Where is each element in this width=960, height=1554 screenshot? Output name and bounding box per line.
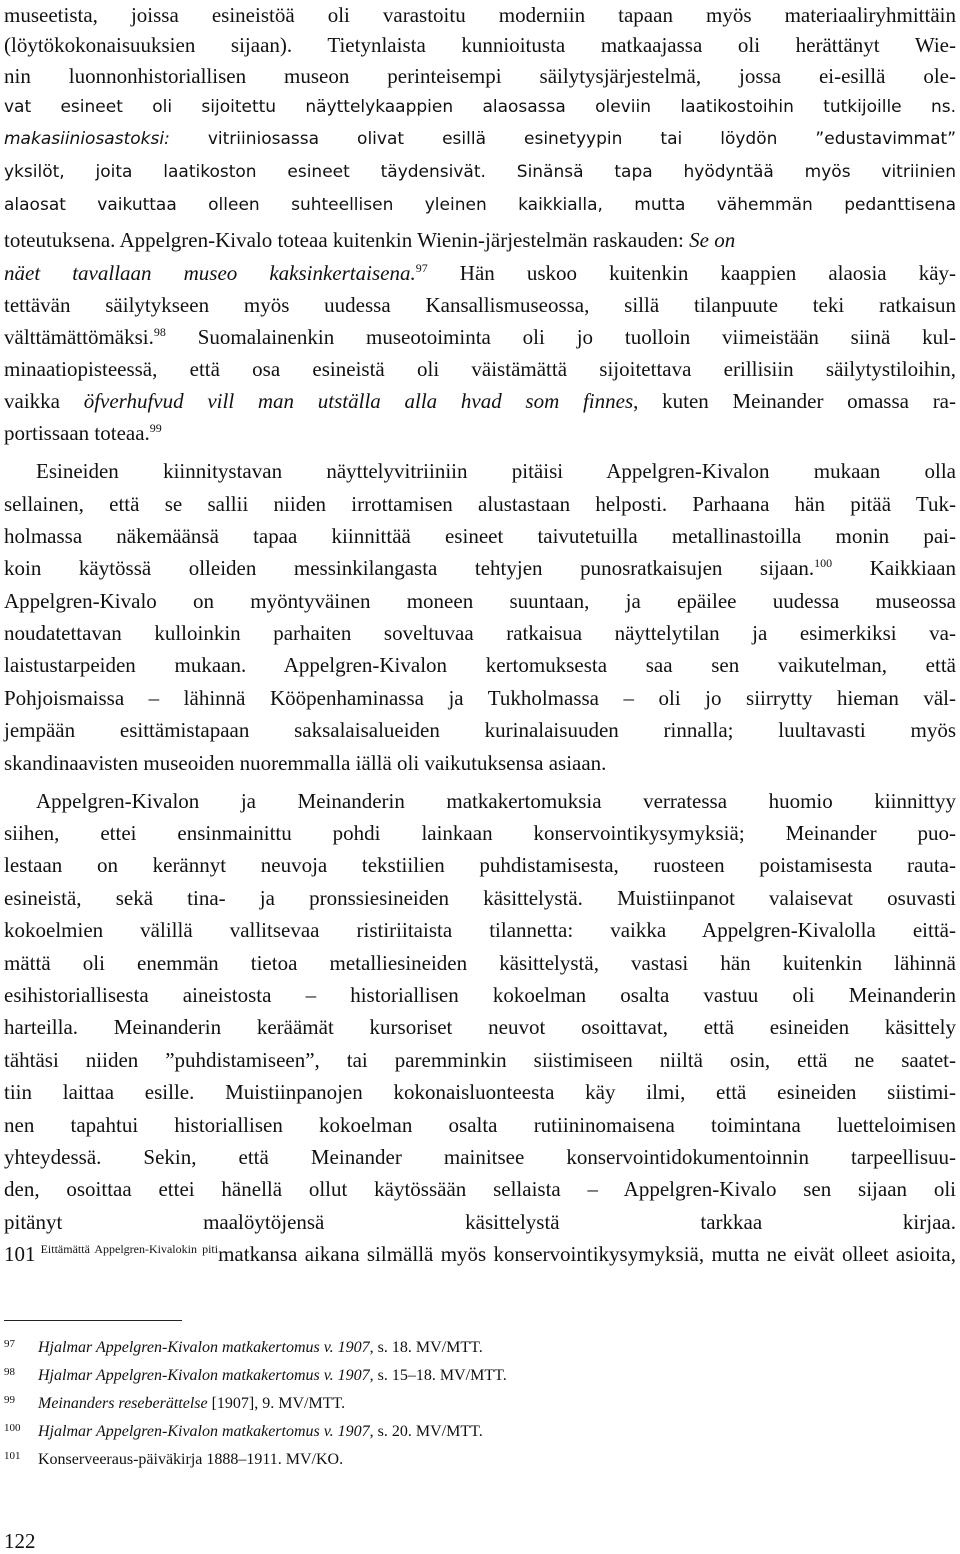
text-line [4, 157, 956, 187]
footnote-text: , s. 20. MV/MTT. [369, 1423, 483, 1440]
text-line [4, 1174, 956, 1204]
text-line [4, 1239, 956, 1269]
footnote-number: 101 [4, 1450, 21, 1462]
text-run: harteilla. Meinanderin keräämät kursoriset neuvot osoittavat, että esineiden käsittely [4, 1015, 956, 1039]
page-number: 122 [4, 1529, 36, 1553]
text-line [4, 124, 956, 154]
text-run: tettävän säilytykseen myös uudessa Kansallismuseossa, sillä tilanpuute teki ratkaisun [4, 293, 956, 317]
footnote-text: Konserveeraus-päiväkirja 1888–1911. MV/KO. [38, 1451, 344, 1468]
text-run: makasiiniosastoksi: [4, 129, 170, 149]
text-line [4, 915, 956, 945]
text-run: 101 [4, 1242, 36, 1266]
text-line [4, 748, 956, 778]
text-line [4, 850, 956, 880]
text-run: öfverhufvud vill man utställa alla hvad som finnes [83, 389, 634, 413]
footnote-title: Meinanders reseberättelse [38, 1395, 208, 1412]
text-line [4, 786, 956, 816]
footnote-text: , s. 18. MV/MTT. [369, 1339, 483, 1356]
text-run: nen tapahtui historiallisen kokoelman osalta rutiininomaisena toimintana luetteloimisen [4, 1113, 956, 1137]
text-run: , kuten Meinander omassa ra- [633, 389, 957, 413]
text-run: tähtäsi niiden ”puhdistamiseen”, tai paremminkin siistimiseen niiltä osin, että ne saatet- [4, 1048, 956, 1072]
text-run: esineistä, sekä tina- ja pronssiesineiden käsittelystä. Muistiinpanot valaisevat osuvasti [4, 886, 956, 910]
text-line [4, 386, 956, 416]
text-line [4, 618, 956, 648]
text-line [4, 818, 956, 848]
footnote [4, 1390, 944, 1414]
text-run: laistustarpeiden mukaan. Appelgren-Kivalon kertomuksesta saa sen vaikutelman, että [4, 653, 956, 677]
text-run: Sinänsä tapa hyödyntää myös vitriinien [485, 162, 957, 182]
footnote-number: 97 [4, 1338, 15, 1350]
footnote-ref: 98 [153, 325, 166, 339]
text-run: sellainen, että se sallii niiden irrottamisen alustastaan helposti. Parhaana hän pitää Tuk- [4, 492, 956, 516]
text-run: tiin laittaa esille. Muistiinpanojen kokonaisluonteesta käy ilmi, että esineiden siistimi- [4, 1080, 956, 1104]
text-run: jempään esittämistapaan saksalaisalueiden kurinalaisuuden rinnalla; luultavasti myös [4, 718, 956, 742]
text-run: skandinaavisten museoiden nuoremmalla iällä oli vaikutuksensa asiaan. [4, 751, 607, 775]
text-line [4, 418, 956, 448]
text-run: Hän uskoo kuitenkin kaappien alaosia käy- [427, 261, 957, 285]
footnote-text: , s. 15–18. MV/MTT. [369, 1367, 507, 1384]
text-run: matkansa aikana silmällä myös konservointikysymyksiä, mutta ne eivät olleet asioita, [218, 1242, 956, 1266]
text-run: museetista, joissa esineistöä oli varastoitu moderniin tapaan myös materiaaliryhmittäin [4, 3, 956, 27]
text-run: Se on [689, 228, 736, 252]
text-run: vitriiniosassa olivat esillä esinetyypin tai löydön ”edustavimmat” [169, 129, 956, 149]
footnote-title: Hjalmar Appelgren-Kivalon matkakertomus v. 1907 [38, 1423, 370, 1440]
text-line [4, 586, 956, 616]
text-line [4, 715, 956, 745]
text-line [4, 489, 956, 519]
text-line [4, 354, 956, 384]
footnote [4, 1362, 944, 1386]
text-run: portissaan toteaa. [4, 421, 150, 445]
text-run: Esineiden kiinnitystavan näyttelyvitriiniin pitäisi Appelgren-Kivalon mukaan olla [36, 459, 956, 483]
text-run: koin käytössä olleiden messinkilangasta tehtyjen punosratkaisujen sijaan. [4, 556, 815, 580]
text-line [4, 456, 956, 486]
text-run: noudatettavan kulloinkin parhaiten soveltuvaa ratkaisua näyttelytilan ja esimerkiksi va- [4, 621, 956, 645]
text-line [4, 1045, 956, 1075]
text-line [4, 258, 956, 288]
footnote [4, 1418, 944, 1442]
text-run: nin luonnonhistoriallisen museon perinteisempi säilytysjärjestelmä, jossa ei-esillä ole- [4, 64, 956, 88]
text-line [4, 650, 956, 680]
text-line [4, 1207, 956, 1237]
text-run: toteutuksena. Appelgren-Kivalo toteaa kuitenkin Wienin-järjestelmän raskauden: [4, 228, 690, 252]
text-run: välttämättömäksi. [4, 325, 154, 349]
text-line [4, 1012, 956, 1042]
footnote-title: Hjalmar Appelgren-Kivalon matkakertomus v. 1907 [38, 1367, 370, 1384]
text-line [4, 225, 956, 255]
text-line [4, 1110, 956, 1140]
footnote-ref: 100 [814, 556, 833, 570]
text-run: vaikka [4, 389, 84, 413]
text-line [4, 883, 956, 913]
text-line [4, 1077, 956, 1107]
text-run: vat esineet oli sijoitettu näyttelykaappien alaosassa oleviin laatikostoihin tutkijoille ns. [4, 97, 956, 117]
footnote-ref: 97 [415, 261, 428, 275]
text-run: holmassa näkemäänsä tapaa kiinnittää esineet taivutetuilla metallinastoilla monin pai- [4, 524, 956, 548]
text-run: lestaan on kerännyt neuvoja tekstiilien puhdistamisesta, ruosteen poistamisesta rauta- [4, 853, 956, 877]
text-run: esihistoriallisesta aineistosta – historiallisen kokoelman osalta vastuu oli Meinanderin [4, 983, 956, 1007]
footnote-number: 99 [4, 1394, 15, 1406]
text-run: minaatiopisteessä, että osa esineistä oli väistämättä sijoitettava erillisiin säilytystiloihin, [4, 357, 956, 381]
text-run: siihen, ettei ensinmainittu pohdi lainkaan konservointikysymyksiä; Meinander puo- [4, 821, 956, 845]
text-line [4, 290, 956, 320]
text-run: alaosat vaikuttaa olleen suhteellisen yleinen kaikkialla, mutta vähemmän pedanttisena [4, 195, 956, 215]
text-line [4, 190, 956, 220]
text-line [4, 948, 956, 978]
footnote-ref: Eittämättä Appelgren-Kivalokin piti [35, 1242, 219, 1256]
text-run: den, osoittaa ettei hänellä ollut käytössään sellaista – Appelgren-Kivalo sen sijaan oli [4, 1177, 956, 1201]
text-line [4, 61, 956, 91]
text-line [4, 30, 956, 60]
text-line [4, 683, 956, 713]
text-run: (löytökokonaisuuksien sijaan). Tietynlaista kunnioitusta matkaajassa oli herättänyt Wie- [4, 33, 956, 57]
text-line [4, 322, 956, 352]
text-run: kokoelmien välillä vallitsevaa ristiriitaista tilannetta: vaikka Appelgren-Kivalolla eittä- [4, 918, 956, 942]
text-run: yhteydessä. Sekin, että Meinander mainitsee konservointidokumentoinnin tarpeellisuu- [4, 1145, 956, 1169]
text-run: pitänyt maalöytöjensä käsittelystä tarkkaa kirjaa. [4, 1210, 956, 1234]
text-line [4, 92, 956, 122]
footnote-title: Hjalmar Appelgren-Kivalon matkakertomus v. 1907 [38, 1339, 370, 1356]
text-run: yksilöt, joita laatikoston esineet täydensivät. [4, 162, 486, 182]
text-line [4, 0, 956, 30]
footnote-number: 100 [4, 1422, 21, 1434]
text-run: näet tavallaan museo kaksinkertaisena. [4, 261, 416, 285]
footnote-text: [1907], 9. MV/MTT. [207, 1395, 346, 1412]
footnote [4, 1446, 944, 1470]
text-run: Appelgren-Kivalon ja Meinanderin matkakertomuksia verratessa huomio kiinnittyy [36, 789, 956, 813]
text-line [4, 1142, 956, 1172]
text-line [4, 521, 956, 551]
footnote-ref: 99 [149, 421, 162, 435]
footnote [4, 1334, 944, 1358]
text-run: Suomalainenkin museotoiminta oli jo tuolloin viimeistään siinä kul- [165, 325, 956, 349]
text-run: Appelgren-Kivalo on myöntyväinen moneen suuntaan, ja epäilee uudessa museossa [4, 589, 956, 613]
text-line [4, 553, 956, 583]
footnote-number: 98 [4, 1366, 15, 1378]
text-run: Pohjoismaissa – lähinnä Kööpenhaminassa ja Tukholmassa – oli jo siirrytty hieman väl- [4, 686, 956, 710]
text-line [4, 980, 956, 1010]
text-run: Kaikkiaan [832, 556, 956, 580]
text-run: mättä oli enemmän tietoa metalliesineiden käsittelystä, vastasi hän kuitenkin lähinnä [4, 951, 956, 975]
footnote-divider [4, 1320, 182, 1321]
